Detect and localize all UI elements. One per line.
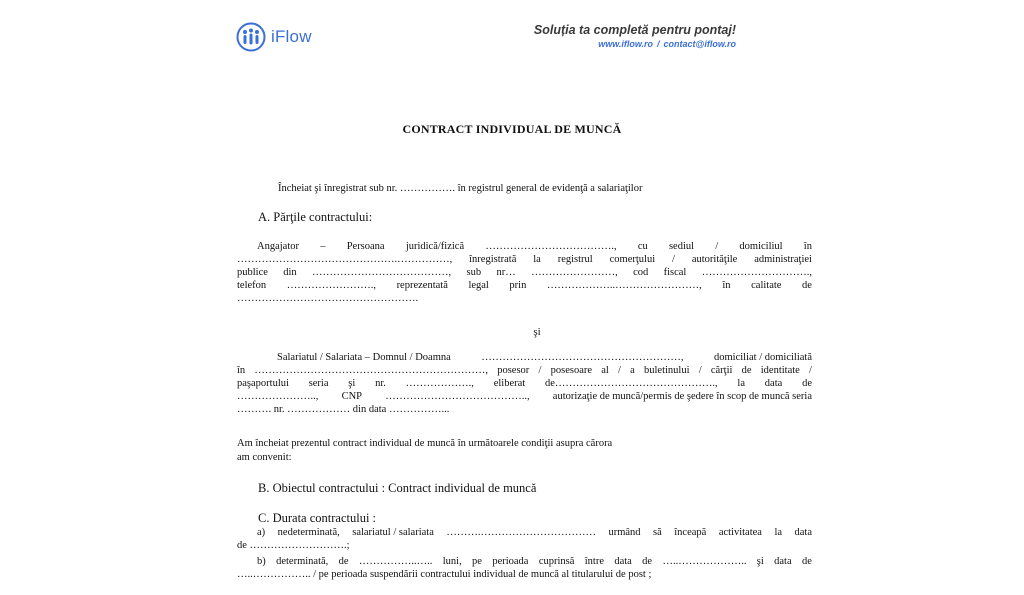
and-separator: şi	[533, 326, 541, 338]
concluded-line-2: am convenit:	[237, 452, 292, 463]
text-word: salariatul / salariata	[352, 527, 434, 538]
text-word: din	[283, 267, 297, 278]
text-word: domiciliat / domiciliată	[714, 352, 812, 363]
text-word: data	[764, 378, 783, 389]
text-word: în	[722, 280, 731, 291]
text-word: în	[803, 241, 812, 252]
text-word: al	[601, 365, 609, 376]
text-word: domiciliul	[739, 241, 783, 252]
employer-line-2	[237, 253, 812, 266]
text-word: registrul	[557, 254, 593, 265]
text-word: identitate	[760, 365, 800, 376]
text-word: …………………………………,	[312, 267, 452, 278]
text-word: publice	[237, 267, 268, 278]
text-word: între	[584, 556, 604, 567]
text-word: ……………………,	[531, 267, 618, 278]
text-word: …………………….,	[286, 280, 376, 291]
employee-line-2	[237, 364, 812, 377]
text-word: înceapă	[674, 527, 707, 538]
text-word: activitatea	[718, 527, 762, 538]
text-word: posesoare	[550, 365, 593, 376]
text-word: perioada	[492, 556, 529, 567]
text-word: luni,	[442, 556, 462, 567]
employer-paragraph	[237, 240, 812, 305]
text-word: /	[698, 365, 702, 376]
text-word: a	[630, 365, 635, 376]
website-link[interactable]: www.iflow.ro	[598, 39, 654, 49]
text-word: data	[614, 556, 632, 567]
text-word: înregistrată	[469, 254, 517, 265]
text-word: Salariatul / Salariata – Domnul / Doamna	[277, 352, 451, 363]
text-word: de……………………………………….,	[544, 378, 718, 389]
logo-text: iFlow	[271, 27, 312, 46]
text-word: administraţiei	[754, 254, 812, 265]
text-word: …………………..,	[237, 391, 319, 402]
text-word: să	[653, 527, 662, 538]
iflow-logo-icon	[236, 22, 266, 52]
employer-line-3	[237, 266, 812, 279]
text-word: autorităţile	[691, 254, 738, 265]
document-title: CONTRACT INDIVIDUAL DE MUNCĂ	[402, 122, 622, 136]
text-word: şi	[348, 378, 356, 389]
text-word: juridică/fizică	[405, 241, 465, 252]
text-word: sediul	[668, 241, 695, 252]
text-word: …………………………………………………………,	[254, 365, 488, 376]
employee-line-4	[237, 390, 812, 403]
contact-separator: /	[657, 39, 660, 49]
text-word: seria	[308, 378, 329, 389]
logo	[236, 22, 312, 52]
text-word: comerţului	[609, 254, 656, 265]
employer-line-5: …………………………………………….	[237, 293, 419, 304]
text-word: ……………………………….,	[485, 241, 617, 252]
text-word: pe	[472, 556, 482, 567]
employer-line-4	[237, 279, 812, 292]
text-word: eliberat	[493, 378, 526, 389]
duration-a-line-1	[257, 526, 812, 539]
section-a-heading: A. Părţile contractului:	[258, 210, 373, 224]
text-word: sub	[466, 267, 482, 278]
text-word: …..………………..	[662, 556, 747, 567]
duration-b-line-1	[257, 555, 812, 568]
employee-line-5: ………. nr. ……………… din data ……………...	[237, 404, 450, 415]
text-word: de	[741, 365, 752, 376]
employee-line-3	[237, 377, 812, 390]
concluded-line-1: Am încheiat prezentul contract individual de muncă în următoarele condiţii asupra cărora	[237, 438, 613, 449]
contact-line	[534, 38, 736, 51]
text-word: la	[737, 378, 745, 389]
text-word: calitate	[751, 280, 782, 291]
text-word: de	[801, 556, 812, 567]
text-word: buletinului	[644, 365, 690, 376]
text-word: de	[338, 556, 349, 567]
text-word: în	[237, 365, 246, 376]
text-word: ……………………………………….……………,	[237, 254, 453, 265]
text-word: /	[538, 365, 542, 376]
text-word: cu	[637, 241, 648, 252]
text-word: telefon	[237, 280, 267, 291]
section-b-heading: B. Obiectul contractului : Contract individual de muncă	[258, 481, 537, 495]
text-word: b)	[257, 556, 266, 567]
text-word: ……….……………………………	[446, 527, 596, 538]
text-word: ………………..……………………,	[546, 280, 702, 291]
text-word: –	[320, 241, 326, 252]
text-word: de	[802, 378, 812, 389]
employer-line-1	[257, 240, 812, 253]
text-word: CNP	[341, 391, 363, 402]
text-word: ………………………….,	[701, 267, 812, 278]
text-word: cod	[633, 267, 649, 278]
text-word: ……………..…..	[358, 556, 433, 567]
text-word: nedeterminată,	[277, 527, 340, 538]
text-word: posesor	[497, 365, 530, 376]
duration-paragraph	[237, 526, 812, 581]
text-word: …………………………………..,	[385, 391, 530, 402]
text-word: /	[715, 241, 719, 252]
text-word: /	[618, 365, 621, 376]
employee-paragraph	[237, 351, 812, 416]
text-word: Angajator	[257, 241, 299, 252]
text-word: la	[533, 254, 541, 265]
text-word: paşaportului	[237, 378, 289, 389]
text-word: prin	[509, 280, 527, 291]
text-word: de	[802, 280, 812, 291]
text-word: urmând	[608, 527, 641, 538]
tagline-text: Soluția ta completă pentru pontaj!	[533, 23, 736, 37]
email-link[interactable]: contact@iflow.ro	[663, 39, 736, 49]
text-word: data	[774, 556, 792, 567]
text-word: nr.	[375, 378, 386, 389]
text-word: a)	[257, 527, 266, 538]
text-word: data	[794, 527, 812, 538]
text-word: fiscal	[663, 267, 687, 278]
text-word: cuprinsă	[538, 556, 575, 567]
text-word: autorizaţie de muncă/permis de şedere în scop de muncă seria	[552, 391, 812, 402]
duration-a-line-2: de ……………………….;	[237, 540, 350, 551]
section-c-heading: C. Durata contractului :	[258, 511, 377, 525]
text-word: nr…	[496, 267, 516, 278]
text-word: cărţii	[710, 365, 733, 376]
text-word: reprezentată	[396, 280, 448, 291]
employee-line-1	[277, 351, 812, 364]
text-word: la	[774, 527, 783, 538]
intro-text: Încheiat şi înregistrat sub nr. ……………. în registrul general de evidenţă a salariaţilor	[278, 183, 643, 194]
text-word: de	[642, 556, 653, 567]
text-word: şi	[756, 556, 764, 567]
header-tagline	[534, 22, 736, 51]
text-word: Persoana	[346, 241, 385, 252]
text-word: /	[809, 365, 812, 376]
text-word: ……………….,	[405, 378, 474, 389]
text-word: …………………………………………………,	[481, 352, 684, 363]
text-word: determinată,	[276, 556, 329, 567]
text-word: /	[672, 254, 675, 265]
text-word: legal	[468, 280, 489, 291]
duration-b-line-2: …..…………….. / pe perioada suspendării contractului individual de muncă al titularului de post ;	[237, 569, 652, 580]
